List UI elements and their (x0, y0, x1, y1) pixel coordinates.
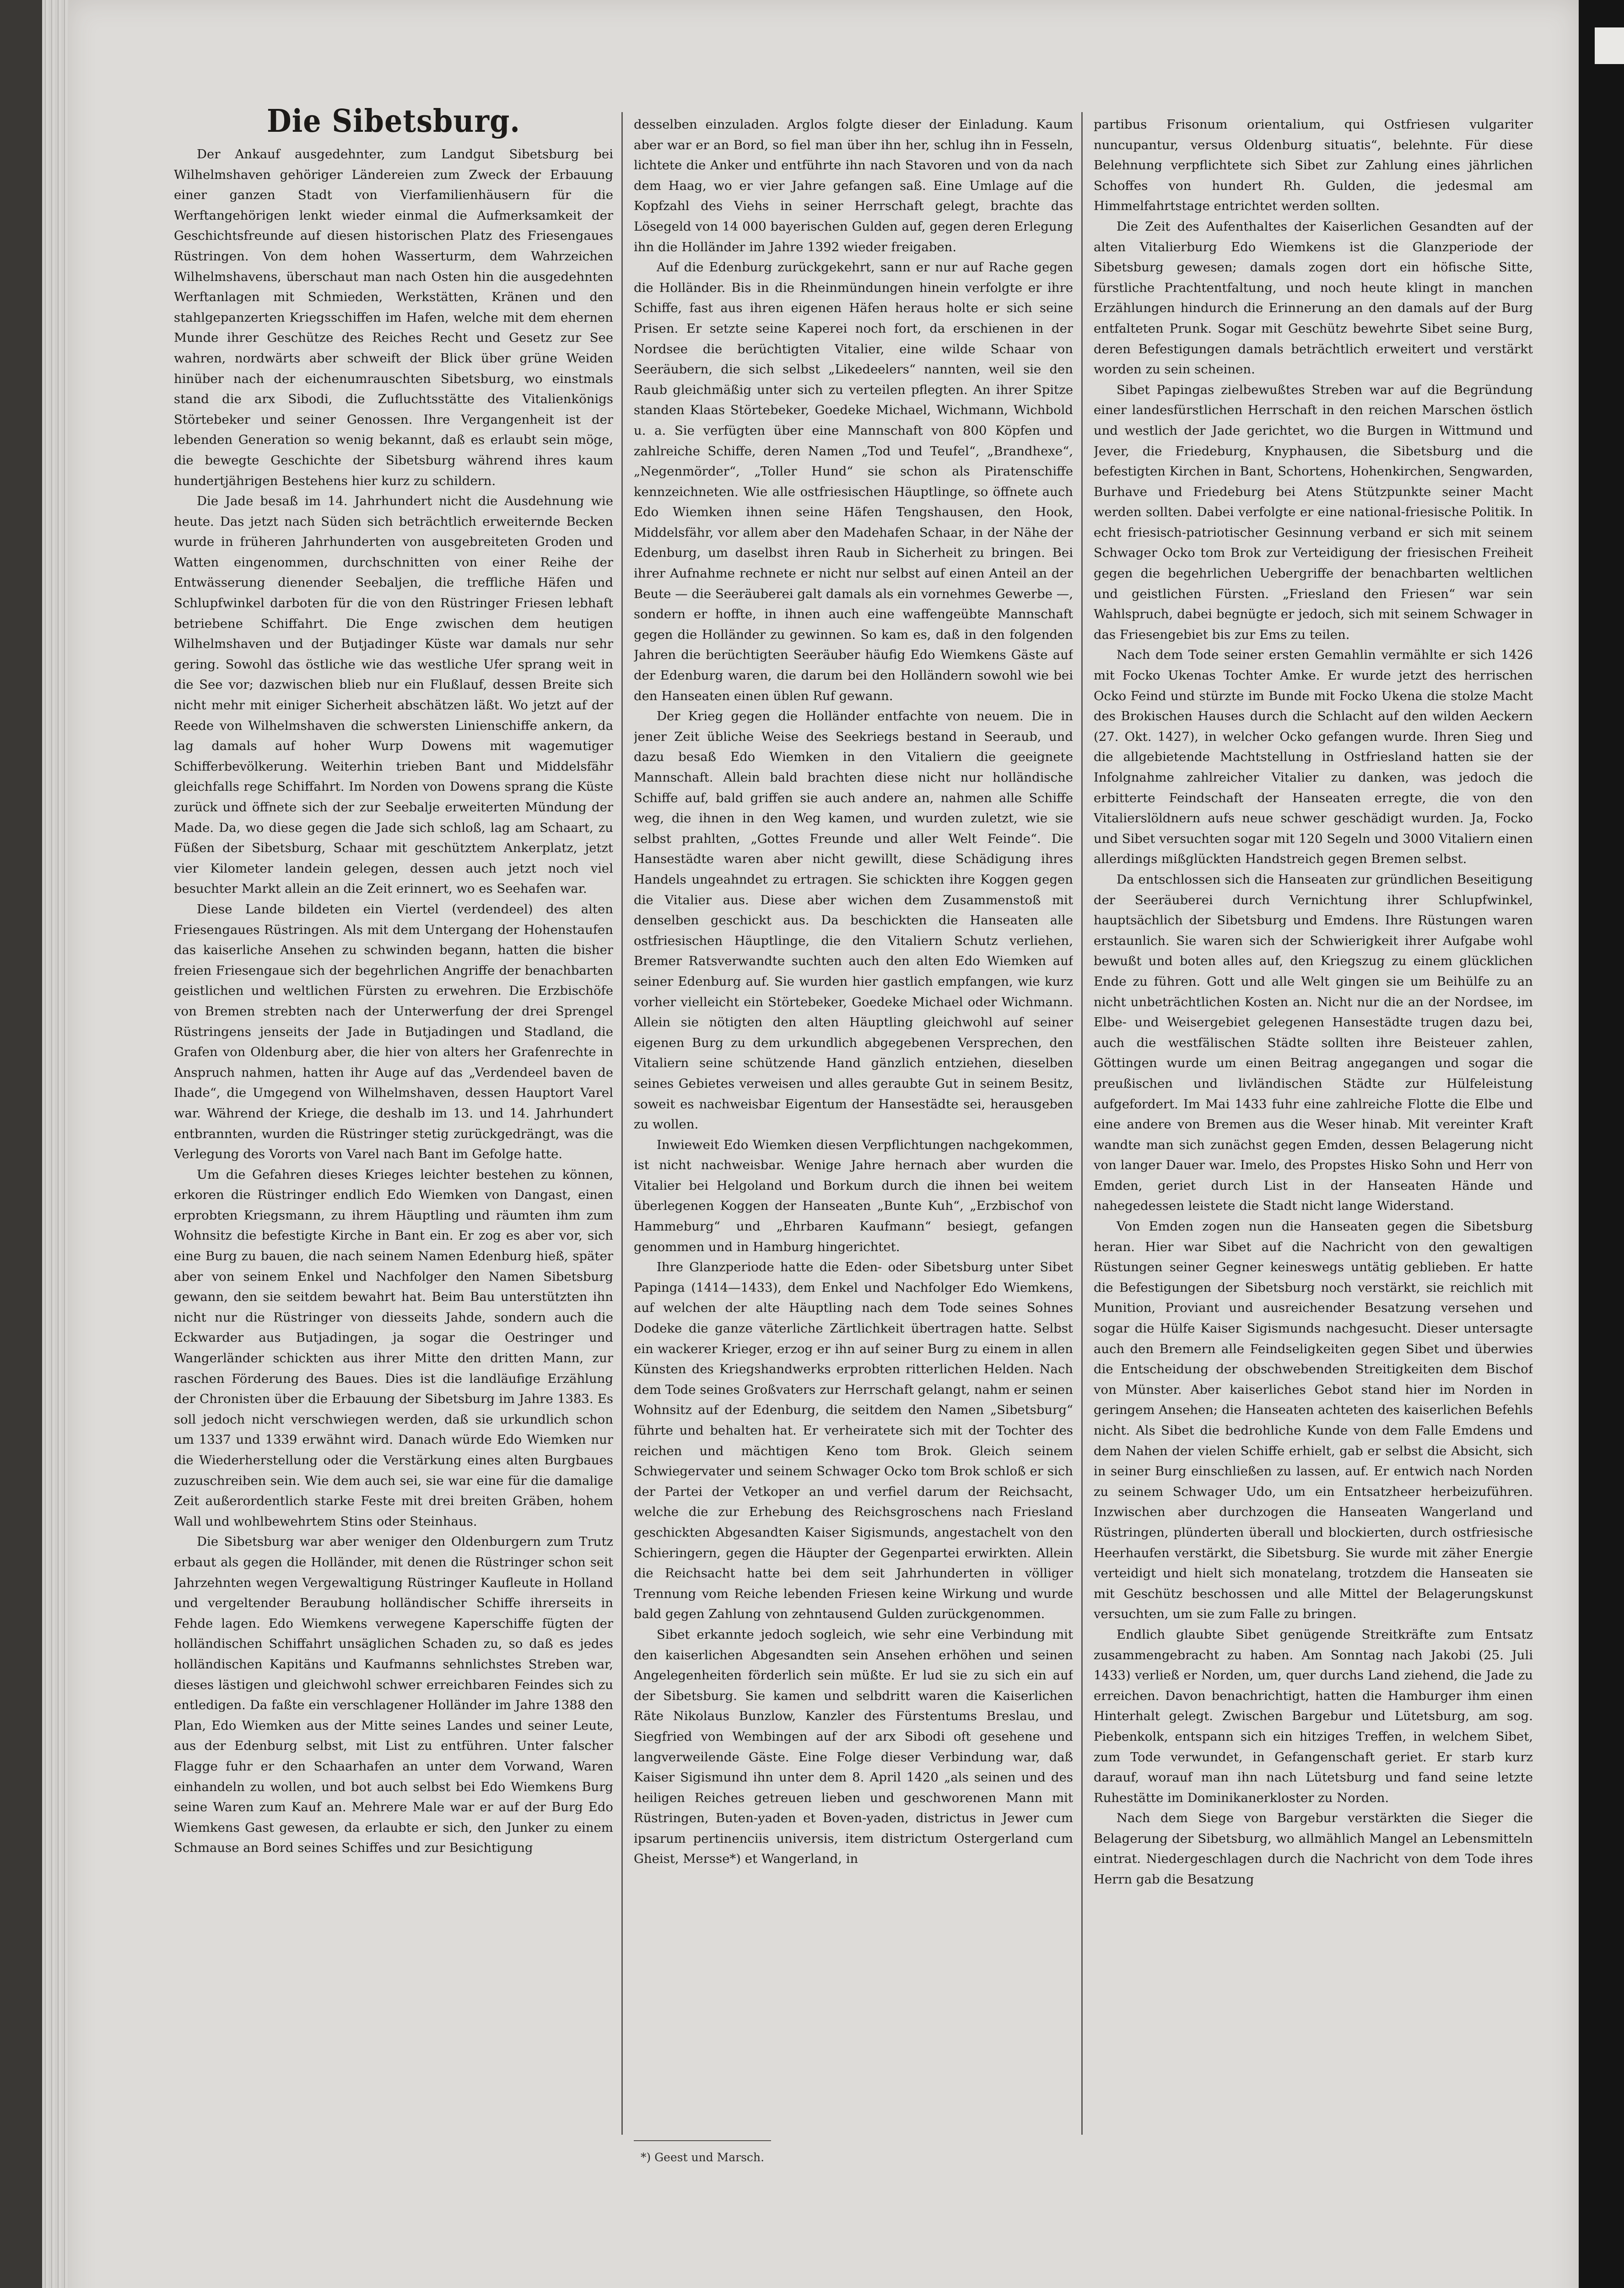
article (174, 103, 1551, 2254)
paragraph: Da entschlossen sich die Hanseaten zur gründlichen Beseitigung der Seeräuberei durch Vernichtung ihrer Schlupfwinkel, hauptsächlich der Sibetsburg und Emdens. Ihre Rüstungen waren erstaunlich. Sie waren sich der Schwierigkeit ihrer Aufgabe wohl bewußt und boten alles auf, den Kriegszug zu einem glücklichen Ende zu führen. Gott und alle Welt gingen sie um Beihülfe zu an nicht unbeträchtlichen Kosten an. Nicht nur die an der Nordsee, im Elbe- und Weisergebiet gelegenen Hansestädte trugen dazu bei, auch die westfälischen Städte sollten ihre Beisteuer zahlen, Göttingen wurde um einen Beitrag angegangen und sogar die preußischen und livländischen Städte zur Hülfeleistung aufgefordert. Im Mai 1433 fuhr eine zahlreiche Flotte die Elbe und eine andere von Bremen aus die Weser hinab. Mit vereinter Kraft wandte man sich zunächst gegen Emden, dessen Belagerung nicht von langer Dauer war. Imelo, des Propstes Hisko Sohn und Herr von Emden, geriet durch List in der Hanseaten Hände und nahegedessen leistete die Stadt nicht lange Widerstand. (1094, 872, 1533, 1214)
column-rule (621, 112, 623, 2135)
scan-border (1579, 0, 1624, 2288)
footnote: *) Geest und Marsch. (641, 2151, 765, 2164)
paragraph: Die Jade besaß im 14. Jahrhundert nicht die Ausdehnung wie heute. Das jetzt nach Süden sich beträchtlich erweiternde Becken wurde in früheren Jahrhunderten von ausgebreiteten Groden und Watten eingenommen, durchschnitten von einer Reihe der Entwässerung dienender Seebaljen, die treffliche Häfen und Schlupfwinkel darboten für die von den Rüstringer Friesen lebhaft betriebene Schiffahrt. Die Enge zwischen dem heutigen Wilhelmshaven und der Butjadinger Küste war damals nur sehr gering. Sowohl das östliche wie das westliche Ufer sprang weit in die See vor; dazwischen blieb nur ein Flußlauf, dessen Breite sich nicht mehr mit einiger Sicherheit abschätzen läßt. Wo jetzt auf der Reede von Wilhelmshaven die schwersten Linienschiffe ankern, da lag damals auf hoher Wurp Dowens mit wagemutiger Schifferbevölkerung. Weiterhin trieben Bant und Middelsfähr gleichfalls rege Schiffahrt. Im Norden von Dowens sprang die Küste zurück und öffnete sich der zur Seebalje erweiterten Mündung der Made. Da, wo diese gegen die Jade sich schloß, lag am Schaart, zu Füßen der Sibetsburg, Schaar mit geschütztem Ankerplatz, jetzt vier Kilometer landein gelegen, dessen auch jetzt noch viel besuchter Markt allein an die Zeit erinnert, wo es Seehafen war. (174, 494, 613, 896)
scan-marker (1595, 27, 1624, 64)
column-rule (1081, 112, 1083, 2135)
paragraph: partibus Frisonum orientalium, qui Ostfriesen vulgariter nuncupantur, versus Oldenburg situatis“, belehnte. Für diese Belehnung verpflichtete sich Sibet zur Zahlung eines jährlichen Schoffes von hundert Rh. Gulden, die jedesmal am Himmelfahrtstage entrichtet werden sollten. (1094, 117, 1533, 214)
paragraph: Die Sibetsburg war aber weniger den Oldenburgern zum Trutz erbaut als gegen die Holländer, mit denen die Rüstringer schon seit Jahrzehnten wegen Vergewaltigung Rüstringer Kaufleute in Holland und vergeltender Beraubung holländischer Schiffe ihrerseits in Fehde lagen. Edo Wiemkens verwegene Kaperschiffe fügten der holländischen Schiffahrt unsäglichen Schaden zu, so daß es jedes holländischen Kapitäns und Kaufmanns sehnlichstes Streben war, dieses lästigen und gleichwohl schwer erreichbaren Feindes sich zu entledigen. Da faßte ein verschlagener Holländer im Jahre 1388 den Plan, Edo Wiemken aus der Mitte seines Landes und seiner Leute, aus der Edenburg selbst, mit List zu entführen. Unter falscher Flagge fuhr er den Schaarhafen an unter dem Vorwand, Waren einhandeln zu wollen, und bot auch selbst bei Edo Wiemkens Burg seine Waren zum Kauf an. Mehrere Male war er auf der Burg Edo Wiemkens Gast gewesen, da erlaubte er sich, den Junker zu einem Schmause an Bord seines Schiffes und zur Besichtigung (174, 1534, 613, 1856)
paragraph: Sibet erkannte jedoch sogleich, wie sehr eine Verbindung mit den kaiserlichen Abgesandten sein Ansehen erhöhen und seinen Angelegenheiten förderlich sein müßte. Er lud sie zu sich ein auf der Sibetsburg. Sie kamen und selbdritt waren die Kaiserlichen Räte Nikolaus Bunzlow, Kanzler des Fürstentums Breslau, und Siegfried von Wembingen auf der arx Sibodi oft gesehene und langverweilende Gäste. Eine Folge dieser Verbindung war, daß Kaiser Sigismund ihn unter dem 8. April 1420 „als seinen und des heiligen Reiches getreuen lieben und geschworenen Mann mit Rüstringen, Buten-yaden et Boven-yaden, districtus in Jewer cum ipsarum pertinenciis universis, item districtum Ostergerland cum Gheist, Mersse*) et Wangerland, in (634, 1627, 1073, 1867)
paragraph: Nach dem Siege von Bargebur verstärkten die Sieger die Belagerung der Sibetsburg, wo allmählich Mangel an Lebensmitteln eintrat. Niedergeschlagen durch die Nachricht von dem Tode ihres Herrn gab die Besatzung (1094, 1811, 1533, 1887)
paragraph: desselben einzuladen. Arglos folgte dieser der Einladung. Kaum aber war er an Bord, so fiel man über ihn her, schlug ihn in Fesseln, lichtete die Anker und entführte ihn nach Stavoren und von da nach dem Haag, wo er vier Jahre gefangen saß. Eine Umlage auf die Kopfzahl des Viehs in seiner Herrschaft gelegt, brachte das Lösegeld von 14 000 bayerischen Gulden auf, gegen deren Erlegung ihn die Holländer im Jahre 1392 wieder freigaben. (634, 117, 1073, 254)
column-3 (1094, 114, 1533, 2146)
paragraph: Diese Lande bildeten ein Viertel (verdendeel) des alten Friesengaues Rüstringen. Als mit dem Untergang der Hohenstaufen das kaiserliche Ansehen zu schwinden begann, hatten die bisher freien Friesengaue sich der begehrlichen Angriffe der benachbarten geistlichen und weltlichen Fürsten zu erwehren. Die Erzbischöfe von Bremen strebten nach der Unterwerfung der drei Sprengel Rüstringens jenseits der Jade in Butjadingen und Stadland, die Grafen von Oldenburg aber, die hier von alters her Grafenrechte in Anspruch nahmen, hatten ihr Auge auf das „Verdendeel baven de Ihade“, die Umgegend von Wilhelmshaven, dessen Hauptort Varel war. Während der Kriege, die deshalb im 13. und 14. Jahrhundert entbrannten, wurden die Rüstringer stetig zurückgedrängt, was die Verlegung des Vororts von Varel nach Bant im Gefolge hatte. (174, 901, 613, 1162)
paragraph: Endlich glaubte Sibet genügende Streitkräfte zum Entsatz zusammengebracht zu haben. Am Sonntag nach Jakobi (25. Juli 1433) verließ er Norden, um, quer durchs Land ziehend, die Jade zu erreichen. Davon benachrichtigt, hatten die Hamburger ihm einen Hinterhalt gelegt. Zwischen Bargebur und Lütetsburg, am sog. Piebenkolk, entspann sich ein hitziges Treffen, in welchem Sibet, zum Tode verwundet, in Gefangenschaft geriet. Er starb kurz darauf, worauf man ihn nach Lütetsburg und fand seine letzte Ruhestätte im Dominikanerkloster zu Norden. (1094, 1627, 1533, 1805)
paragraph: Die Zeit des Aufenthaltes der Kaiserlichen Gesandten auf der alten Vitalierburg Edo Wiemkens ist die Glanzperiode der Sibetsburg gewesen; damals zogen dort ein höfische Sitte, fürstliche Prachtentfaltung, und noch heute klingt in manchen Erzählungen hindurch die Erinnerung an den damals auf der Burg entfalteten Prunk. Sogar mit Geschütz bewehrte Sibet seine Burg, deren Befestigungen damals beträchtlich erweitert und verstärkt worden zu sein scheinen. (1094, 219, 1533, 377)
paragraph: Der Krieg gegen die Holländer entfachte von neuem. Die in jener Zeit übliche Weise des Seekriegs bestand in Seeraub, und dazu besaß Edo Wiemken in den Vitaliern die geeignete Mannschaft. Allein bald brachten diese nicht nur holländische Schiffe auf, bald griffen sie auch andere an, nahmen alle Schiffe weg, die ihnen in den Weg kamen, und wurden zuletzt, wie sie selbst prahlten, „Gottes Freunde und aller Welt Feinde“. Die Hansestädte waren aber nicht gewillt, diese Schädigung ihres Handels ungeahndet zu ertragen. Sie schickten ihre Koggen gegen die Vitalier aus. Diese aber wichen dem Zusammenstoß mit denselben geschickt aus. Da beschickten die Hanseaten alle ostfriesischen Häuptlinge, die den Vitaliern Schutz verliehen, Bremer Ratsverwandte suchten auch den alten Edo Wiemken auf seiner Edenburg auf. Sie wurden hier gastlich empfangen, wie kurz vorher vielleicht ein Störtebeker, Goedeke Michael oder Wichmann. Allein sie nötigten den alten Häuptling gleichwohl auf seiner eigenen Burg zu dem urkundlich abgegebenen Versprechen, den Vitaliern seine schützende Hand gänzlich entziehen, dieselben seines Gebietes verweisen und alles geraubte Gut in seinem Besitz, soweit es nachweisbar Eigentum der Hansestädte sei, herausgeben zu wollen. (634, 709, 1073, 1132)
column-2 (634, 114, 1073, 2146)
paragraph: Um die Gefahren dieses Krieges leichter bestehen zu können, erkoren die Rüstringer endlich Edo Wiemken von Dangast, einen erprobten Kriegsmann, zu ihrem Häuptling und räumten ihm zum Wohnsitz die befestigte Kirche in Bant ein. Er zog es aber vor, sich eine Burg zu bauen, die nach seinem Namen Edenburg hieß, später aber von seinem Enkel und Nachfolger den Namen Sibetsburg gewann, den sie seitdem bewahrt hat. Beim Bau unterstützten ihn nicht nur die Rüstringer von diesseits Jahde, sondern auch die Eckwarder aus Butjadingen, ja sogar die Oestringer und Wangerländer schickten aus ihrer Mitte den dritten Mann, zur raschen Förderung des Baues. Dies ist die landläufige Erzählung der Chronisten über die Erbauung der Sibetsburg im Jahre 1383. Es soll jedoch nicht verschwiegen werden, daß sie urkundlich schon um 1337 und 1339 erwähnt wird. Danach würde Edo Wiemken nur die Wiederherstellung oder die Verstärkung eines alten Burgbaues zuzuschreiben sein. Wie dem auch sei, sie war eine für die damalige Zeit außerordentlich starke Feste mit drei breiten Gräben, hohem Wall und wohlbewehrtem Stins oder Steinhaus. (174, 1167, 613, 1529)
column-1 (174, 103, 613, 2135)
paragraph: Auf die Edenburg zurückgekehrt, sann er nur auf Rache gegen die Holländer. Bis in die Rheinmündungen hinein verfolgte er ihre Schiffe, fast aus ihren eigenen Häfen heraus holte er sich seine Prisen. Er setzte seine Kaperei noch fort, da erschienen in der Nordsee die berüchtigten Vitalier, eine wilde Schaar von Seeräubern, die sich selbst „Likedeelers“ nannten, weil sie den Raub gleichmäßig unter sich zu verteilen pflegten. An ihrer Spitze standen Klaas Störtebeker, Goedeke Michael, Wichmann, Wichbold u. a. Sie verfügten über eine Mannschaft von 800 Köpfen und zahlreiche Schiffe, deren Namen „Tod und Teufel“, „Brandhexe“, „Negenmörder“, „Toller Hund“ sie schon als Piratenschiffe kennzeichneten. Wie alle ostfriesischen Häuptlinge, so öffnete auch Edo Wiemken ihnen seine Häfen Tengshausen, den Hook, Middelsfähr, vor allem aber den Madehafen Schaar, in der Nähe der Edenburg, um daselbst ihren Raub in Sicherheit zu bringen. Bei ihrer Aufnahme rechnete er nicht nur selbst auf einen Anteil an der Beute — die Seeräuberei galt damals als ein vornehmes Gewerbe —, sondern er hoffte, in ihnen auch eine waffengeübte Mannschaft gegen die Holländer zu gewinnen. So kam es, daß in den folgenden Jahren die berüchtigten Seeräuber häufig Edo Wiemkens Gäste auf der Edenburg waren, die darum bei den Holländern sowohl wie bei den Hanseaten einen üblen Ruf gewann. (634, 260, 1073, 703)
paragraph: Inwieweit Edo Wiemken diesen Verpflichtungen nachgekommen, ist nicht nachweisbar. Wenige Jahre hernach aber wurden die Vitalier bei Helgoland und Borkum durch die ihnen bei weitem überlegenen Koggen der Hanseaten „Bunte Kuh“, „Erzbischof von Hammeburg“ und „Ehrbaren Kaufmann“ besiegt, gefangen genommen und in Hamburg hingerichtet. (634, 1137, 1073, 1254)
paragraph: Sibet Papingas zielbewußtes Streben war auf die Begründung einer landesfürstlichen Herrschaft in den reichen Marschen östlich und westlich der Jade gerichtet, wo die Burgen in Wittmund und Jever, die Friedeburg, Knyphausen, die Sibetsburg und die befestigten Kirchen in Bant, Schortens, Hohenkirchen, Sengwarden, Burhave und Friedeburg bei Atens Stützpunkte seiner Macht werden sollten. Dabei verfolgte er eine national-friesische Politik. In echt friesisch-patriotischer Gesinnung verband er sich mit seinem Schwager Ocko tom Brok zur Verteidigung der friesischen Freiheit gegen die begehrlichen Uebergriffe der benachbarten weltlichen und geistlichen Fürsten. „Friesland den Friesen“ war sein Wahlspruch, dabei begnügte er jedoch, sich mit seinem Schwager in das Friesengebiet bis zur Ems zu teilen. (1094, 382, 1533, 642)
paragraph: Der Ankauf ausgedehnter, zum Landgut Sibetsburg bei Wilhelmshaven gehöriger Ländereien zum Zweck der Erbauung einer ganzen Stadt von Vierfamilienhäusern für die Werftangehörigen lenkt wieder einmal die Aufmerksamkeit der Geschichtsfreunde auf diesen historischen Platz des Friesengaues Rüstringen. Von dem hohen Wasserturm, dem Wahrzeichen Wilhelmshavens, überschaut man nach Osten hin die ausgedehnten Werftanlagen mit Schmieden, Werkstätten, Kränen und den stahlgepanzerten Kriegsschiffen im Hafen, welche mit dem ehernen Munde ihrer Geschütze des Reiches Recht und Gesetz zur See wahren, nordwärts aber schweift der Blick über grüne Weiden hinüber nach der eichenumrauschten Sibetsburg, wo einstmals stand die arx Sibodi, die Zufluchtsstätte des Vitalienkönigs Störtebeker und seiner Genossen. Ihre Vergangenheit ist der lebenden Generation so wenig bekannt, daß es erlaubt sein möge, die bewegte Geschichte der Sibetsburg während ihres kaum hundertjährigen Bestehens hier kurz zu schildern. (174, 147, 613, 488)
footnote-rule (634, 2140, 771, 2141)
paragraph: Nach dem Tode seiner ersten Gemahlin vermählte er sich 1426 mit Focko Ukenas Tochter Amke. Er wurde jetzt des herrischen Ocko Feind und stürzte im Bunde mit Focko Ukena die stolze Macht des Brokischen Hauses durch die Schlacht auf den wilden Aeckern (27. Okt. 1427), in welcher Ocko gefangen wurde. Ihren Sieg und die allgebietende Machtstellung in Ostfriesland hatten sie der Infolgnahme zahlreicher Vitalier zu danken, was jedoch die erbitterte Feindschaft der Hanseaten erregte, die von den Vitalierslöldnern aufs neue schwer geschädigt wurden. Ja, Focko und Sibet versuchten sogar mit 120 Segeln und 3000 Vitaliern einen allerdings mißglückten Handstreich gegen Bremen selbst. (1094, 648, 1533, 867)
paragraph: Ihre Glanzperiode hatte die Eden- oder Sibetsburg unter Sibet Papinga (1414—1433), dem Enkel und Nachfolger Edo Wiemkens, auf welchen der alte Häuptling nach dem Tode seines Sohnes Dodeke die ganze väterliche Zärtlichkeit übertragen hatte. Selbst ein wackerer Krieger, erzog er ihn auf seiner Burg zu einem in allen Künsten des Kriegshandwerks erprobten ritterlichen Helden. Nach dem Tode seines Großvaters zur Herrschaft gelangt, nahm er seinen Wohnsitz auf der Edenburg, die seitdem den Namen „Sibetsburg“ führte und behalten hat. Er verheiratete sich mit der Tochter des reichen und mächtigen Keno tom Brok. Gleich seinem Schwiegervater und seinem Schwager Ocko tom Brok schloß er sich der Partei der Vetkoper an und verfiel darum der Reichsacht, welche die zur Erhebung des Reichsgroschens nach Friesland geschickten Abgesandten Kaiser Sigismunds, angestachelt von den Schieringern, gegen die Häupter der Gegenpartei erwirkten. Allein die Reichsacht hatte bei dem seit Jahrhunderten in völliger Trennung vom Reiche lebenden Friesen keine Wirkung und wurde bald gegen Zahlung von zehntausend Gulden zurückgenommen. (634, 1260, 1073, 1622)
paragraph: Von Emden zogen nun die Hanseaten gegen die Sibetsburg heran. Hier war Sibet auf die Nachricht von den gewaltigen Rüstungen seiner Gegner keineswegs untätig geblieben. Er hatte die Befestigungen der Sibetsburg noch verstärkt, sie reichlich mit Munition, Proviant und ausreichender Besatzung versehen und sogar die Hülfe Kaiser Sigismunds nachgesucht. Dieser untersagte auch den Bremern alle Feindseligkeiten gegen Sibet und überwies die Entscheidung der obschwebenden Streitigkeiten dem Bischof von Münster. Aber kaiserliches Gebot stand hier im Norden in geringem Ansehen; die Hanseaten achteten des kaiserlichen Befehls nicht. Als Sibet die bedrohliche Kunde von dem Falle Emdens und dem Nahen der vielen Schiffe erhielt, gab er selbst die Absicht, sich in seiner Burg einschließen zu lassen, auf. Er entwich nach Norden zu seinem Schwager Udo, um ein Entsatzheer herbeizuführen. Inzwischen aber durchzogen die Hanseaten Wangerland und Rüstringen, plünderten überall und blockierten, durch ostfriesische Heerhaufen verstärkt, die Sibetsburg. Sie wurde mit zäher Energie verteidigt und hielt sich monatelang, trotzdem die Hanseaten sie mit Geschütz beschossen und alle Mittel der Belagerungskunst versuchten, um sie zum Falle zu bringen. (1094, 1219, 1533, 1622)
article-title: Die Sibetsburg. (266, 103, 521, 140)
